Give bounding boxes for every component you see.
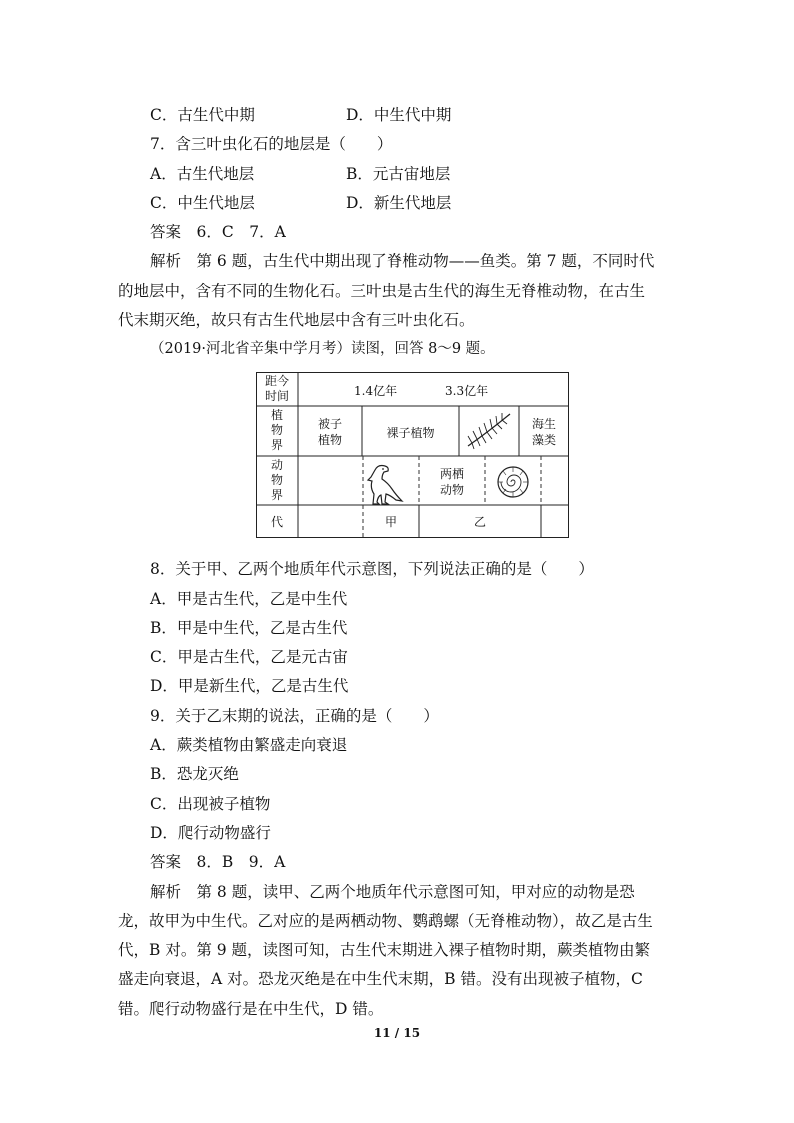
q7-option-a: A．古生代地层: [150, 165, 255, 183]
q6-option-d: D．中生代中期: [346, 106, 452, 124]
animal-amphibian: 两栖 动物: [439, 467, 464, 497]
q8-stem: 8．关于甲、乙两个地质年代示意图，下列说法正确的是（ ）: [150, 560, 594, 578]
analysis-8-9-line-2: 龙，故甲为中生代。乙对应的是两栖动物、鹦鹉螺（无脊椎动物），故乙是古生: [118, 912, 653, 930]
time-mark-1: 1.4亿年: [354, 384, 398, 398]
q8-option-d: D．甲是新生代，乙是古生代: [150, 677, 349, 695]
analysis-8-9-line-1: 解析 第 8 题，读甲、乙两个地质年代示意图可知，甲对应的动物是恐: [150, 883, 635, 901]
q9-option-d: D．爬行动物盛行: [150, 824, 271, 842]
row-label-animal: 动 物 界: [270, 458, 283, 502]
q9-option-c: C．出现被子植物: [150, 795, 271, 813]
analysis-6-7-line-3: 代末期灭绝，故只有古生代地层中含有三叶虫化石。: [118, 311, 475, 329]
analysis-8-9-line-4: 盛走向衰退，A 对。恐龙灭绝是在中生代末期，B 错。没有出现被子植物，C: [118, 970, 643, 988]
q7-option-d: D．新生代地层: [346, 194, 452, 212]
q9-option-b: B．恐龙灭绝: [150, 765, 239, 783]
era-jia: 甲: [384, 515, 397, 529]
ammonite-icon: [498, 467, 528, 497]
fern-icon: [468, 413, 510, 449]
analysis-8-9-line-5: 错。爬行动物盛行是在中生代，D 错。: [118, 1000, 384, 1018]
analysis-6-7-line-2: 的地层中，含有不同的生物化石。三叶虫是古生代的海生无脊椎动物，在古生: [118, 282, 646, 300]
answer-8-9: 答案 8．B 9．A: [150, 853, 286, 871]
page-number: 11 / 15: [373, 1026, 421, 1040]
q9-stem: 9．关于乙末期的说法，正确的是（ ）: [150, 707, 439, 725]
q8-option-c: C．甲是古生代，乙是元古宙: [150, 648, 348, 666]
plant-gymnosperm: 裸子植物: [386, 426, 435, 440]
analysis-6-7-line-1: 解析 第 6 题，古生代中期出现了脊椎动物——鱼类。第 7 题，不同时代: [150, 252, 655, 270]
row-label-era: 代: [270, 515, 283, 529]
q7-option-c: C．中生代地层: [150, 194, 255, 212]
q8-option-b: B．甲是中生代，乙是古生代: [150, 619, 348, 637]
q6-option-c: C．古生代中期: [150, 106, 255, 124]
q7-option-b: B．元古宙地层: [346, 165, 451, 183]
era-yi: 乙: [473, 515, 486, 529]
q9-option-a: A．蕨类植物由繁盛走向衰退: [150, 736, 348, 754]
q8-option-a: A．甲是古生代，乙是中生代: [150, 590, 348, 608]
plant-marine-algae: 海生 藻类: [531, 417, 556, 447]
q7-stem: 7．含三叶虫化石的地层是（ ）: [150, 135, 393, 153]
answer-6-7: 答案 6．C 7．A: [150, 223, 286, 241]
plant-angiosperm: 被子 植物: [317, 417, 342, 447]
geologic-era-figure: [256, 372, 569, 538]
dinosaur-icon: [368, 466, 402, 505]
row-label-plant: 植 物 界: [270, 408, 283, 452]
intro-8-9: （2019·河北省辛集中学月考）读图，回答 8～9 题。: [150, 341, 495, 357]
time-mark-2: 3.3亿年: [445, 384, 489, 398]
analysis-8-9-line-3: 代，B 对。第 9 题，读图可知，古生代末期进入裸子植物时期，蕨类植物由繁: [118, 941, 651, 959]
row-label-time: 距今 时间: [264, 374, 289, 403]
